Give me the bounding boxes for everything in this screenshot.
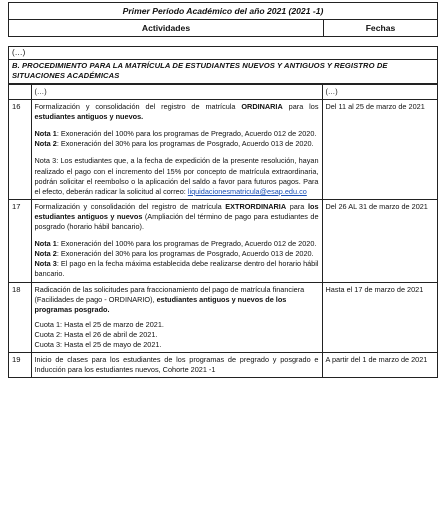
- text-segment: (Ampliación del término de pago para estudiantes de posgrado (horario hábil bancario).: [34, 211, 319, 232]
- activity-description: [35, 102, 319, 122]
- procedure-section: [8, 46, 438, 378]
- email-link[interactable]: liquidacionesmatricula@esap.edu.co: [187, 186, 307, 196]
- note-label: Nota 2: [34, 139, 57, 149]
- text-bold: EXTRORDINARIA: [225, 201, 287, 211]
- note-label: Nota 3: [34, 259, 57, 269]
- row-number: 18: [9, 282, 31, 353]
- period-title: Primer Período Académico del año 2021 (2021 -1): [9, 3, 437, 20]
- activity-description: [35, 202, 319, 232]
- table-row: [9, 85, 437, 100]
- text-bold: estudiantes antiguos y nuevos de los programas posgrado.: [34, 294, 287, 314]
- calendar-document: [8, 2, 438, 378]
- installment-3: Cuota 3: Hasta el 25 de mayo de 2021.: [34, 339, 162, 349]
- text-segment: Formalización y consolidación del registro de matrícula: [34, 201, 226, 211]
- date-cell: [322, 85, 437, 100]
- date-cell: Del 26 AL 31 de marzo de 2021: [322, 199, 437, 282]
- activity-description: [35, 285, 319, 315]
- text-segment: para los: [282, 102, 319, 112]
- ellipsis-text: (…): [34, 87, 47, 96]
- table-row: [9, 282, 437, 353]
- note-label: Nota 1: [34, 129, 57, 139]
- note-3: [35, 156, 319, 196]
- table-row: [9, 353, 437, 378]
- row-number: 19: [9, 353, 31, 378]
- section-title: B. PROCEDIMIENTO PARA LA MATRÍCULA DE ESTUDIANTES NUEVOS Y ANTIGUOS Y REGISTRO DE SITUACIONES ACADÉMICAS: [9, 60, 437, 84]
- text-bold: ORDINARIA: [241, 102, 283, 112]
- text-bold: estudiantes antiguos y nuevos.: [34, 112, 144, 122]
- note-text: Nota 3: Los estudiantes que, a la fecha de expedición de la presente resolución, hayan realizado el pago con el incremento del 15% por concepto de matrícula extraordinaria, podrán solicitar el reembolso o la aplicación del saldo a favor para futuros pagos. Para el efecto, deberán radicar la solicitud al correo:: [34, 156, 319, 196]
- note-2: [35, 249, 319, 259]
- note-1: [35, 129, 319, 139]
- activity-cell: [31, 100, 322, 200]
- period-header: [8, 2, 438, 37]
- text-segment: para: [286, 201, 308, 211]
- ellipsis-text: (…): [325, 87, 338, 96]
- text-segment: Formalización y consolidación del registro de matrícula: [34, 102, 242, 112]
- table-row: [9, 199, 437, 282]
- row-number-empty: [9, 85, 31, 100]
- note-text: : El pago en la fecha máxima establecida debe realizarse dentro del horario hábil bancario.: [34, 259, 319, 279]
- table-row: [9, 100, 437, 200]
- activity-cell: [31, 85, 322, 100]
- installment-2: Cuota 2: Hasta el 26 de abril de 2021.: [34, 329, 158, 339]
- note-3: [35, 259, 319, 279]
- note-text: : Exoneración del 100% para los programas de Pregrado, Acuerdo 012 de 2020.: [56, 129, 317, 139]
- column-fechas: Fechas: [365, 23, 396, 33]
- note-text: : Exoneración del 30% para los programas de Posgrado, Acuerdo 013 de 2020.: [56, 139, 314, 149]
- note-text: : Exoneración del 100% para los programas de Pregrado, Acuerdo 012 de 2020.: [56, 239, 317, 249]
- note-2: [35, 139, 319, 149]
- date-cell: A partir del 1 de marzo de 2021: [322, 353, 437, 378]
- section-ellipsis: (…): [9, 47, 437, 60]
- activity-cell: Inicio de clases para los estudiantes de los programas de pregrado y posgrado e Inducción para los estudiantes nuevos, Cohorte 2021 -1: [31, 353, 322, 378]
- activities-table: [9, 84, 437, 377]
- note-text: : Exoneración del 30% para los programas de Posgrado, Acuerdo 013 de 2020.: [56, 249, 314, 259]
- text-segment: Radicación de las solicitudes para fraccionamiento del pago de matrícula financiera (Facilidades de pago - ORDINARIO),: [34, 284, 305, 304]
- activity-cell: [31, 199, 322, 282]
- date-cell: Hasta el 17 de marzo de 2021: [322, 282, 437, 353]
- installment-1: Cuota 1: Hasta el 25 de marzo de 2021.: [34, 319, 164, 329]
- note-1: [35, 239, 319, 249]
- date-cell: Del 11 al 25 de marzo de 2021: [322, 100, 437, 200]
- row-number: 17: [9, 199, 31, 282]
- column-actividades: Actividades: [9, 20, 324, 36]
- note-label: Nota 1: [34, 239, 57, 249]
- text-bold: los estudiantes antiguos y nuevos: [34, 201, 319, 221]
- row-number: 16: [9, 100, 31, 200]
- note-label: Nota 2: [34, 249, 57, 259]
- header-columns: [9, 20, 437, 36]
- activity-cell: [31, 282, 322, 353]
